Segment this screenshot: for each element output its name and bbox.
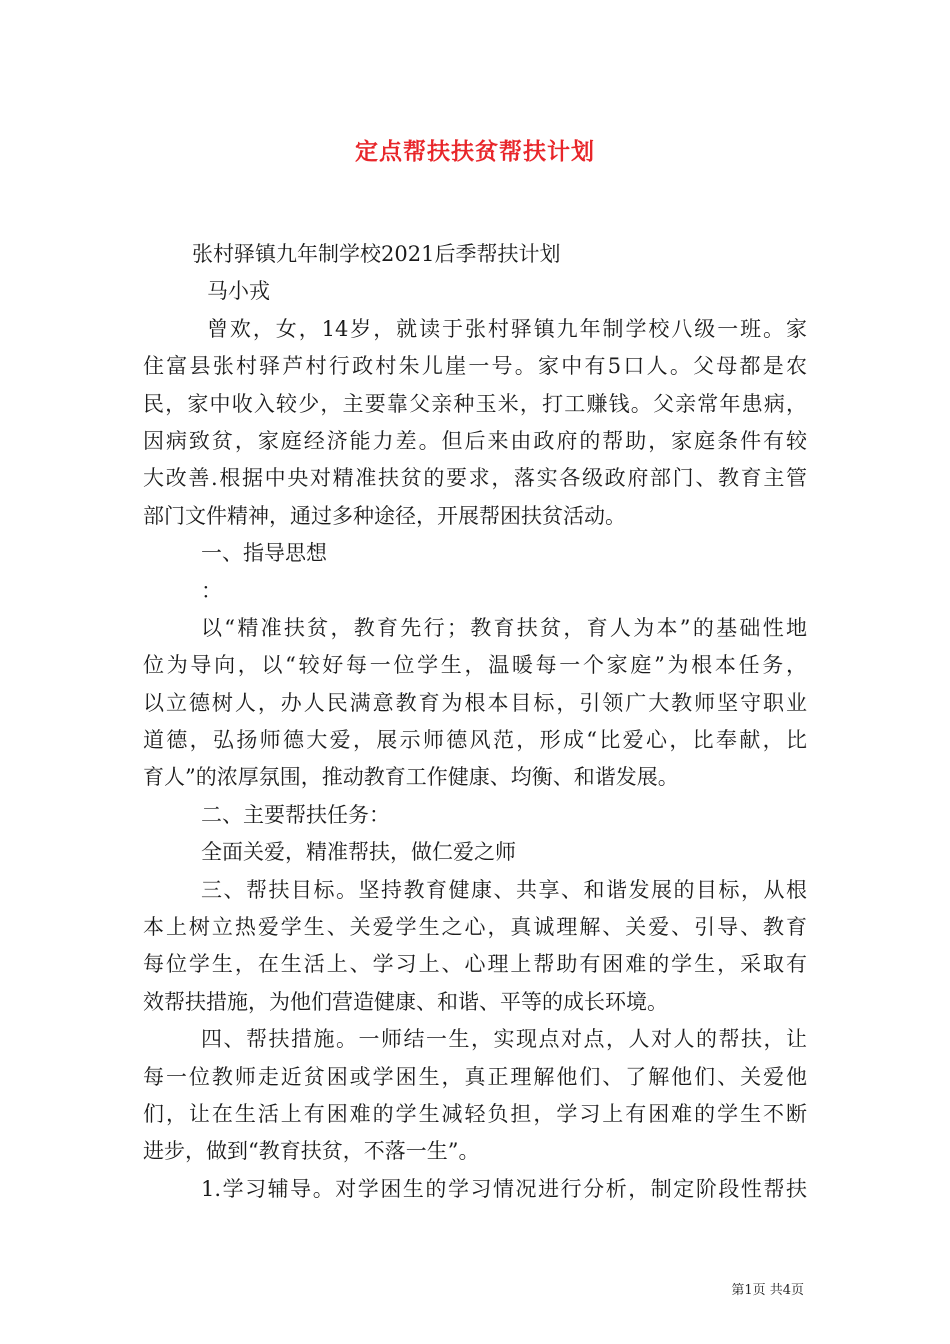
body-line: 民，家中收入较少，主要靠父亲种玉米，打工赚钱。父亲常年患病，	[143, 391, 807, 416]
body-line: 部门文件精神，通过多种途径，开展帮困扶贫活动。	[143, 503, 626, 528]
body-line: 进步，做到“教育扶贫，不落一生”。	[143, 1139, 480, 1164]
body-line: 每一位教师走近贫困或学困生，真正理解他们、了解他们、关爱他	[143, 1064, 807, 1089]
body-line: 曾欢，女，14岁，就读于张村驿镇九年制学校八级一班。家	[207, 316, 807, 341]
body-line: 1.学习辅导。对学困生的学习情况进行分析，制定阶段性帮扶	[201, 1176, 807, 1201]
section-heading: 三、帮扶目标。坚持教育健康、共享、和谐发展的目标，从根	[201, 877, 807, 902]
body-line: 住富县张村驿芦村行政村朱儿崖一号。家中有5口人。父母都是农	[143, 354, 807, 379]
body-line: 大改善.根据中央对精准扶贫的要求，落实各级政府部门、教育主管	[143, 466, 807, 491]
document-body	[143, 236, 807, 1208]
body-line: 张村驿镇九年制学校2021后季帮扶计划	[192, 242, 561, 266]
body-line: 全面关爱，精准帮扶，做仁爱之师	[201, 840, 516, 865]
section-heading: 四、帮扶措施。一师结一生，实现点对点，人对人的帮扶，让	[201, 1027, 807, 1052]
body-line: 以立德树人，办人民满意教育为根本目标，引领广大教师坚守职业	[143, 690, 807, 715]
body-line: 位为导向，以“较好每一位学生，温暖每一个家庭”为根本任务，	[143, 653, 807, 678]
body-line: 道德，弘扬师德大爱，展示师德风范，形成“比爱心，比奉献，比	[143, 728, 807, 753]
body-line: 效帮扶措施，为他们营造健康、和谐、平等的成长环境。	[143, 989, 668, 1014]
section-heading: 一、指导思想	[201, 541, 327, 566]
body-line: 以“精准扶贫，教育先行；教育扶贫，育人为本”的基础性地	[201, 615, 807, 640]
body-line: 每位学生，在生活上、学习上、心理上帮助有困难的学生，采取有	[143, 952, 807, 977]
body-line: 马小戎	[207, 279, 270, 304]
document-title: 定点帮扶扶贫帮扶计划	[355, 139, 595, 165]
body-line: 育人”的浓厚氛围，推动教育工作健康、均衡、和谐发展。	[143, 765, 679, 790]
page-number: 第1页 共4页	[731, 1283, 804, 1298]
body-line: 因病致贫，家庭经济能力差。但后来由政府的帮助，家庭条件有较	[143, 428, 807, 453]
body-line: ：	[201, 578, 222, 603]
section-heading: 二、主要帮扶任务：	[201, 802, 390, 827]
body-line: 们，让在生活上有困难的学生减轻负担，学习上有困难的学生不断	[143, 1101, 807, 1126]
body-line: 本上树立热爱学生、关爱学生之心，真诚理解、关爱、引导、教育	[143, 915, 807, 940]
